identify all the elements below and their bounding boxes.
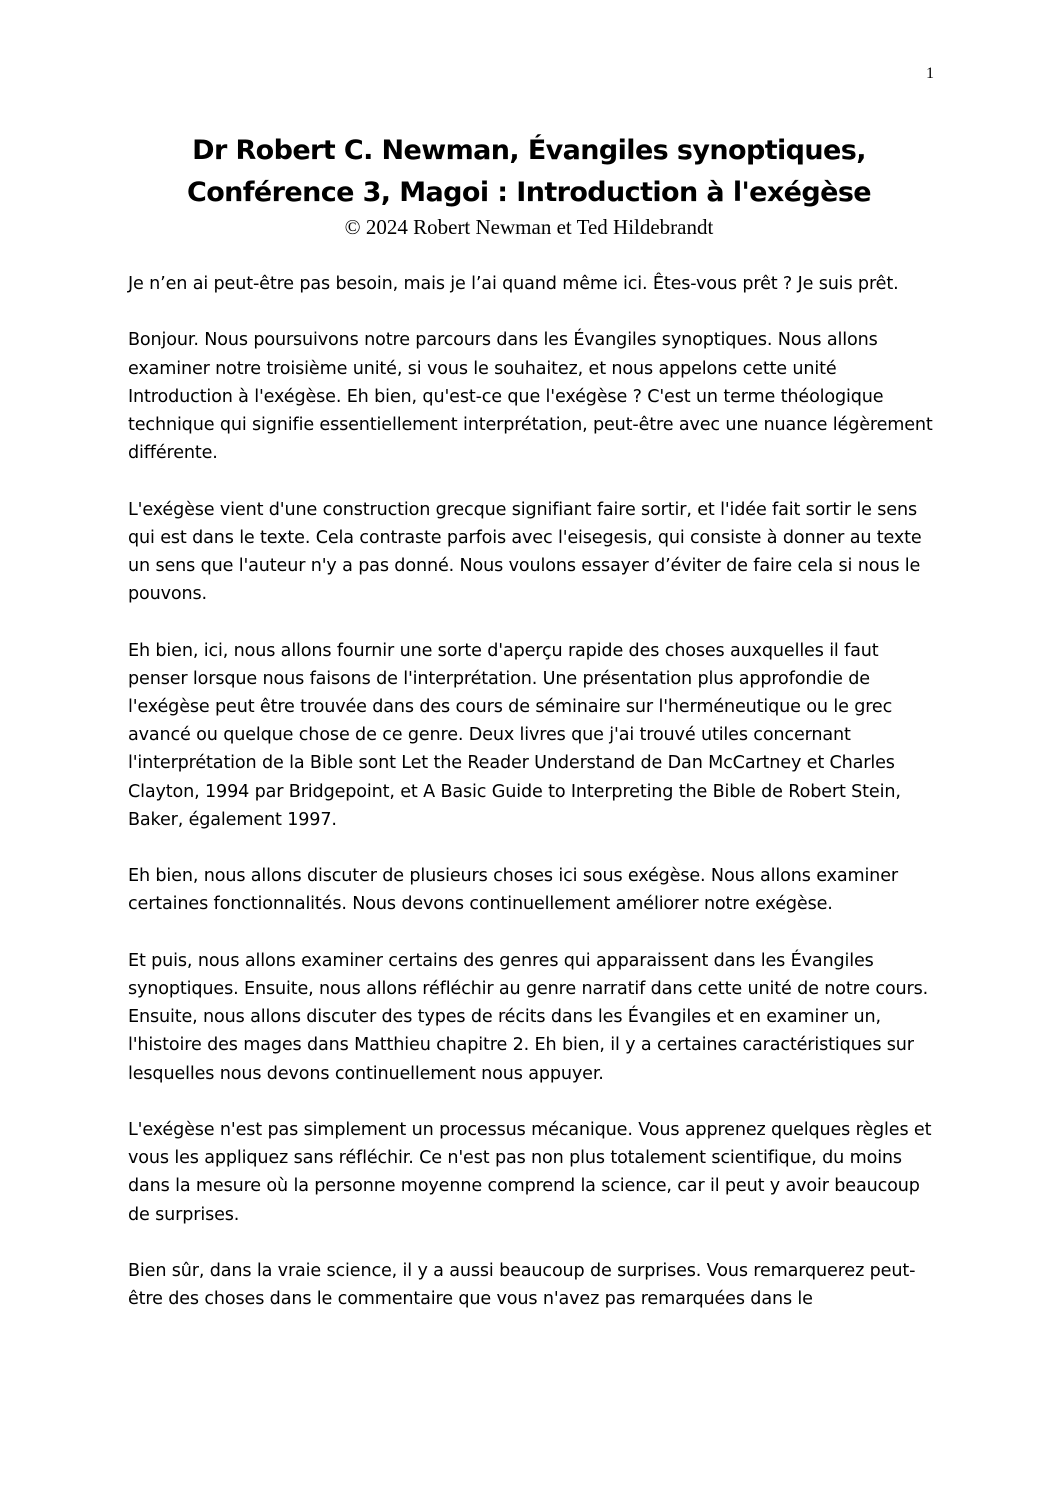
paragraph-3: L'exégèse vient d'une construction grecque signifiant faire sortir, et l'idée fait sortir le sens qui est dans le texte. Cela contraste parfois avec l'eisegesis, qui consiste à donner au texte un sens que l'auteur n'y a pas donné. Nous voulons essayer d’éviter de faire cela si nous le pouvons. bbox=[128, 499, 922, 605]
document-title bbox=[60, 130, 998, 214]
paragraph-4: Eh bien, ici, nous allons fournir une sorte d'aperçu rapide des choses auxquelles il faut penser lorsque nous faisons de l'interprétation. Une présentation plus approfondie de l'exégèse peut être trouvée dans des cours de séminaire sur l'herméneutique ou le grec avancé ou quelque chose de ce genre. Deux livres que j'ai trouvé utiles concernant l'interprétation de la Bible sont Let the Reader Understand de Dan McCartney et Charles Clayton, 1994 par Bridgepoint, et A Basic Guide to Interpreting the Bible de Robert Stein, Baker, également 1997. bbox=[128, 640, 901, 830]
paragraph-5: Eh bien, nous allons discuter de plusieurs choses ici sous exégèse. Nous allons examiner certaines fonctionnalités. Nous devons continuellement améliorer notre exégèse. bbox=[128, 866, 898, 915]
title-line-2: Conférence 3, Magoi : Introduction à l'exégèse bbox=[187, 177, 871, 208]
paragraph-6: Et puis, nous allons examiner certains des genres qui apparaissent dans les Évangiles synoptiques. Ensuite, nous allons réfléchir au genre narratif dans cette unité de notre cours. Ensuite, nous allons discuter des types de récits dans les Évangiles et en examiner un, l'histoire des mages dans Matthieu chapitre 2. Eh bien, il y a certaines caractéristiques sur lesquelles nous devons continuellement nous appuyer. bbox=[128, 950, 929, 1084]
title-block bbox=[60, 130, 998, 240]
title-line-1: Dr Robert C. Newman, Évangiles synoptiques, bbox=[192, 135, 866, 166]
page-number: 1 bbox=[926, 65, 934, 82]
paragraph-7: L'exégèse n'est pas simplement un processus mécanique. Vous apprenez quelques règles et vous les appliquez sans réfléchir. Ce n'est pas non plus totalement scientifique, du moins dans la mesure où la personne moyenne comprend la science, car il peut y avoir beaucoup de surprises. bbox=[128, 1120, 932, 1225]
copyright-line: © 2024 Robert Newman et Ted Hildebrandt bbox=[344, 215, 714, 239]
body-text bbox=[128, 270, 934, 1342]
paragraph-2: Bonjour. Nous poursuivons notre parcours dans les Évangiles synoptiques. Nous allons examiner notre troisième unité, si vous le souhaitez, et nous appelons cette unité Introduction à l'exégèse. Eh bien, qu'est-ce que l'exégèse ? C'est un terme théologique technique qui signifie essentiellement interprétation, peut-être avec une nuance légèrement différente. bbox=[128, 330, 933, 464]
paragraph-1: Je n’en ai peut-être pas besoin, mais je l’ai quand même ici. Êtes-vous prêt ? Je suis prêt. bbox=[128, 274, 899, 294]
paragraph-8: Bien sûr, dans la vraie science, il y a aussi beaucoup de surprises. Vous remarquerez peut-être des choses dans le commentaire que vous n'avez pas remarquées dans le bbox=[128, 1261, 916, 1310]
